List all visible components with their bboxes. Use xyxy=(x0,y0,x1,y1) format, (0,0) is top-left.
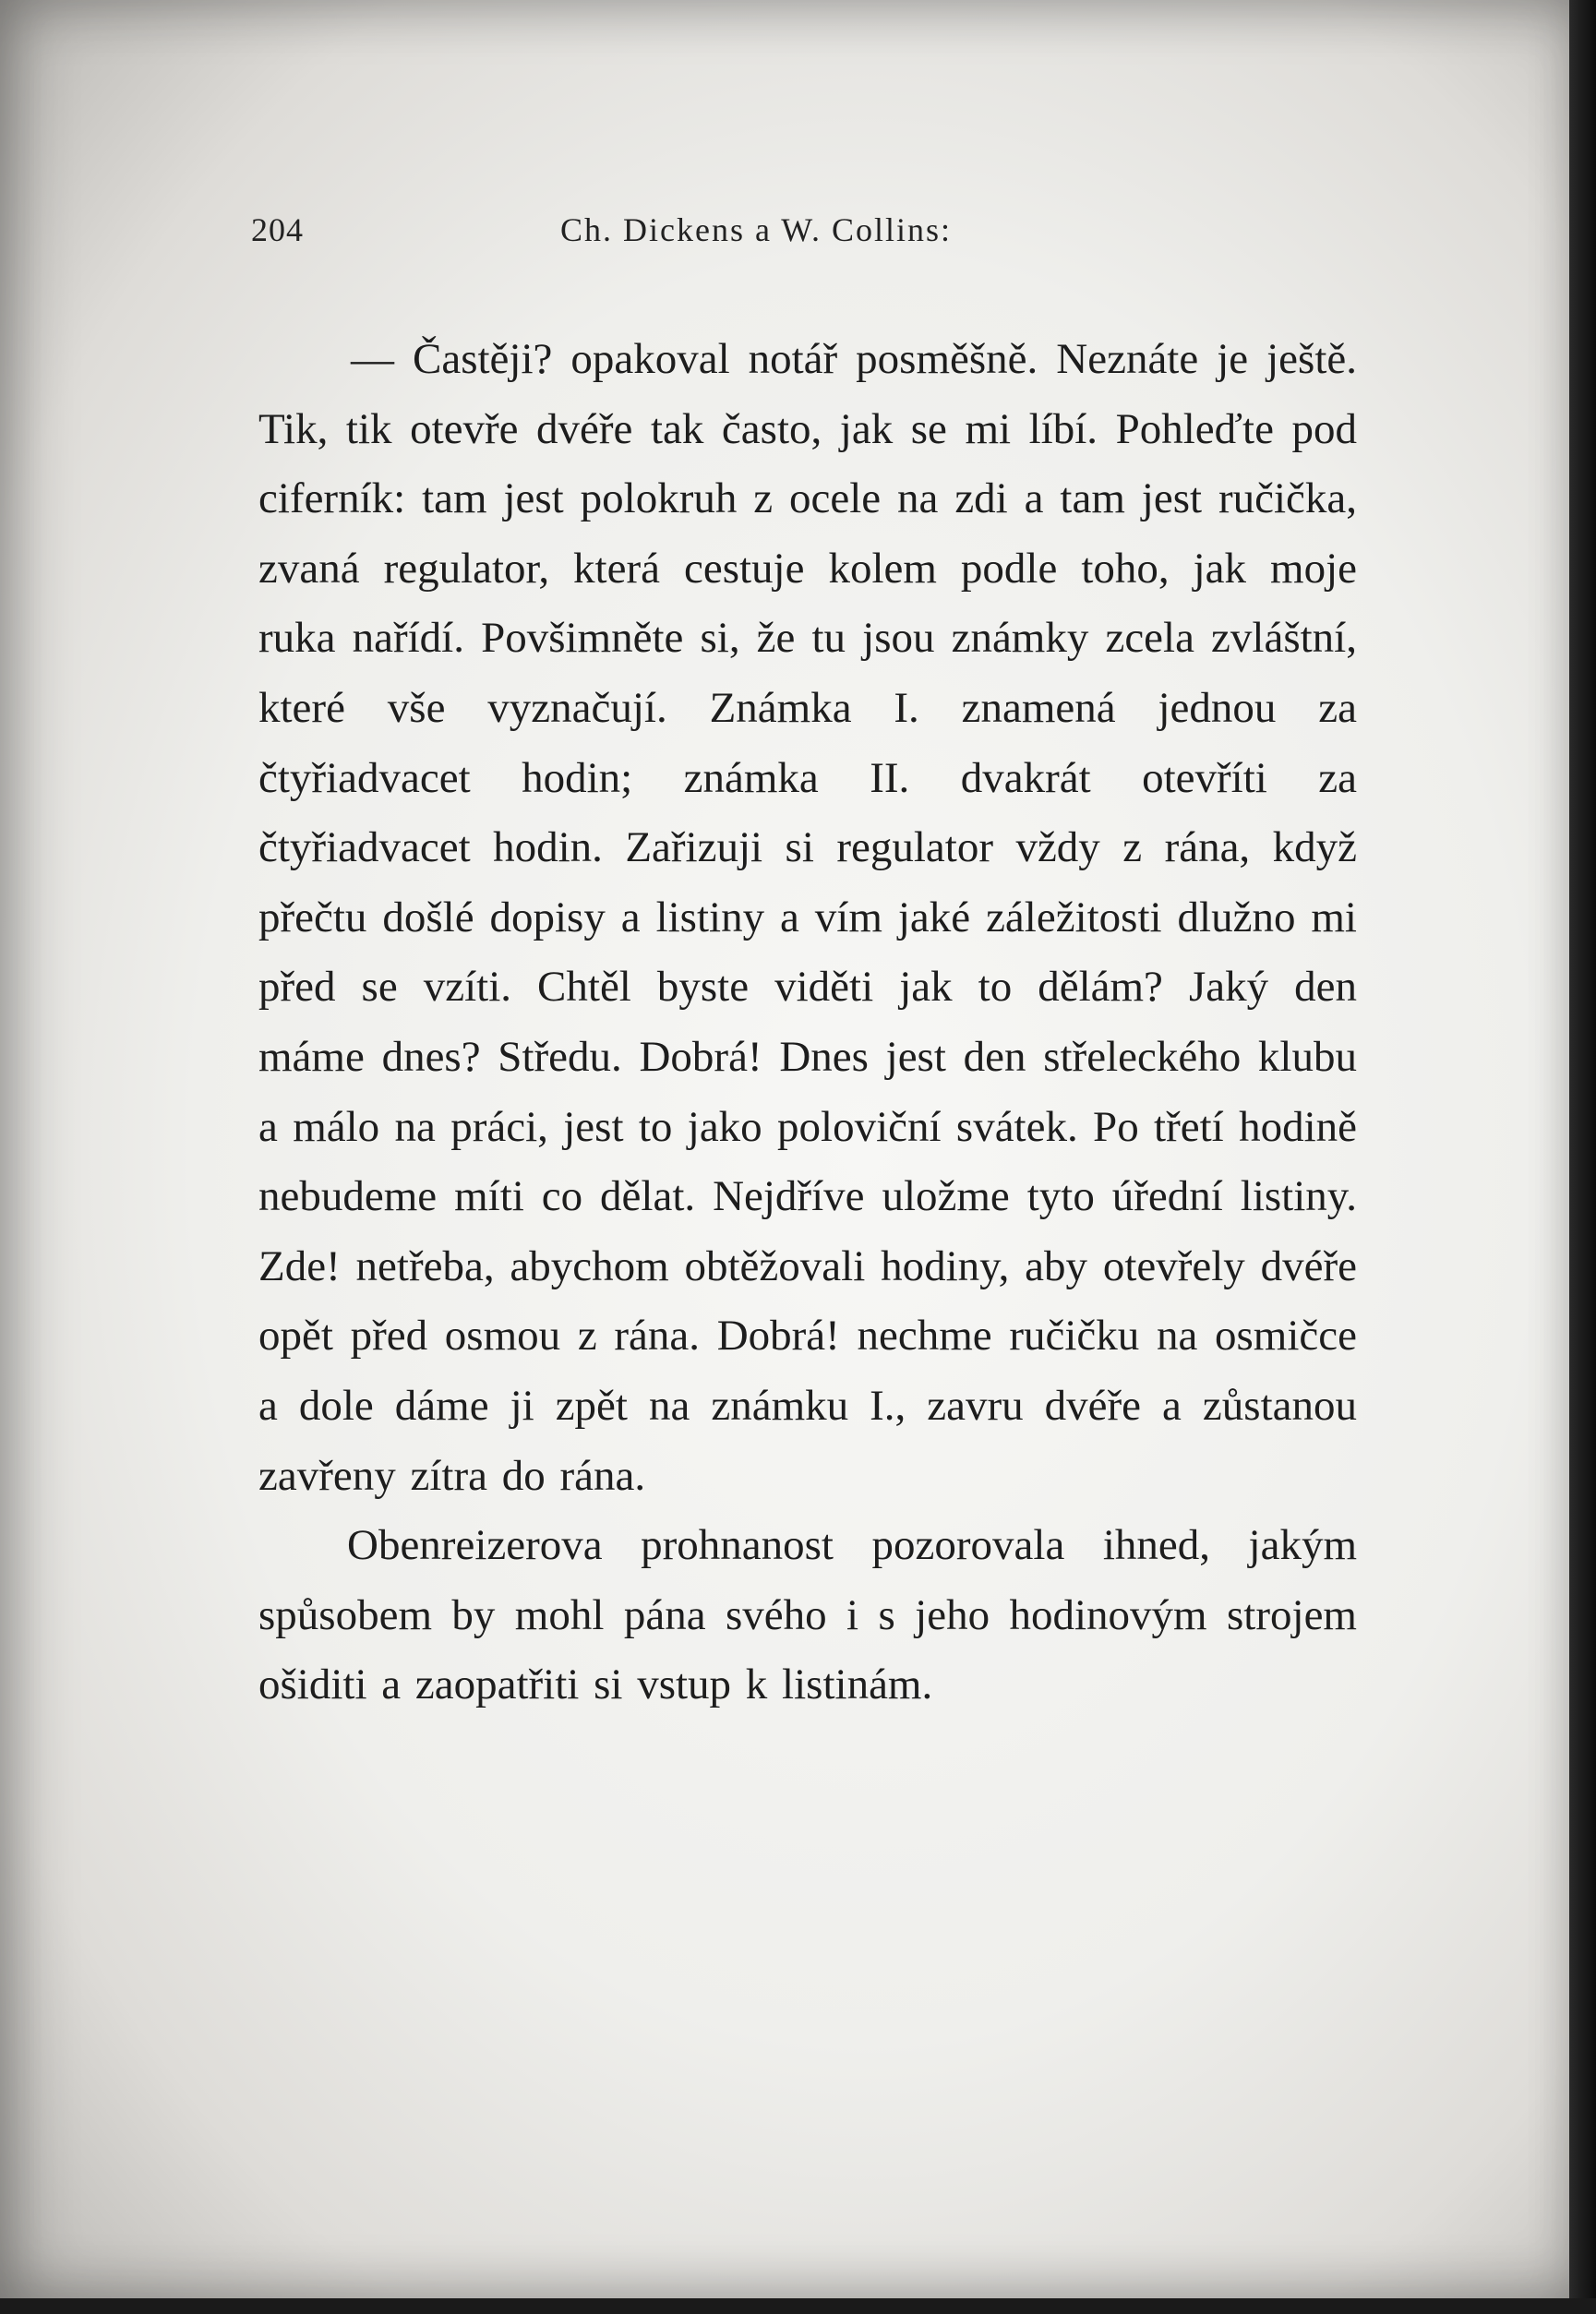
book-spine-edge xyxy=(1569,0,1596,2314)
running-head: Ch. Dickens a W. Collins: xyxy=(560,211,953,248)
scan-bottom-edge xyxy=(0,2298,1596,2314)
page-header xyxy=(251,210,1359,266)
body-text xyxy=(258,325,1357,1721)
paragraph-2: Obenreizerova prohnanost pozorovala ihned, jakým spůsobem by mohl pána svého i s jeho hodinovým strojem ošiditi a zaopatřiti si vstup k listinám. xyxy=(258,1521,1357,1709)
page-number: 204 xyxy=(251,211,304,248)
paragraph-1: — Častěji? opakoval notář posměšně. Neznáte je ještě. Tik, tik otevře dvéře tak často, jak se mi líbí. Pohleďte pod ciferník: tam jest polokruh z ocele na zdi a tam jest ručička, zvaná regulator, která cestuje kolem podle toho, jak moje ruka nařídí. Povšimněte si, že tu jsou známky zcela zvláštní, které vše vyznačují. Známka I. znamená jednou za čtyřiadvacet hodin; známka II. dvakrát otevříti za čtyřiadvacet hodin. Zařizuji si regulator vždy z rána, když přečtu došlé dopisy a listiny a vím jaké záležitosti dlužno mi před se vzíti. Chtěl byste viděti jak to dělám? Jaký den máme dnes? Středu. Dobrá! Dnes jest den střeleckého klubu a málo na práci, jest to jako poloviční svátek. Po třetí hodině nebudeme míti co dělat. Nejdříve uložme tyto úřední listiny. Zde! netřeba, abychom obtěžovali hodiny, aby otevřely dvéře opět před osmou z rána. Dobrá! nechme ručičku na osmičce a dole dáme ji zpět na známku I., zavru dvéře a zůstanou zavřeny zítra do rána. xyxy=(258,335,1357,1500)
